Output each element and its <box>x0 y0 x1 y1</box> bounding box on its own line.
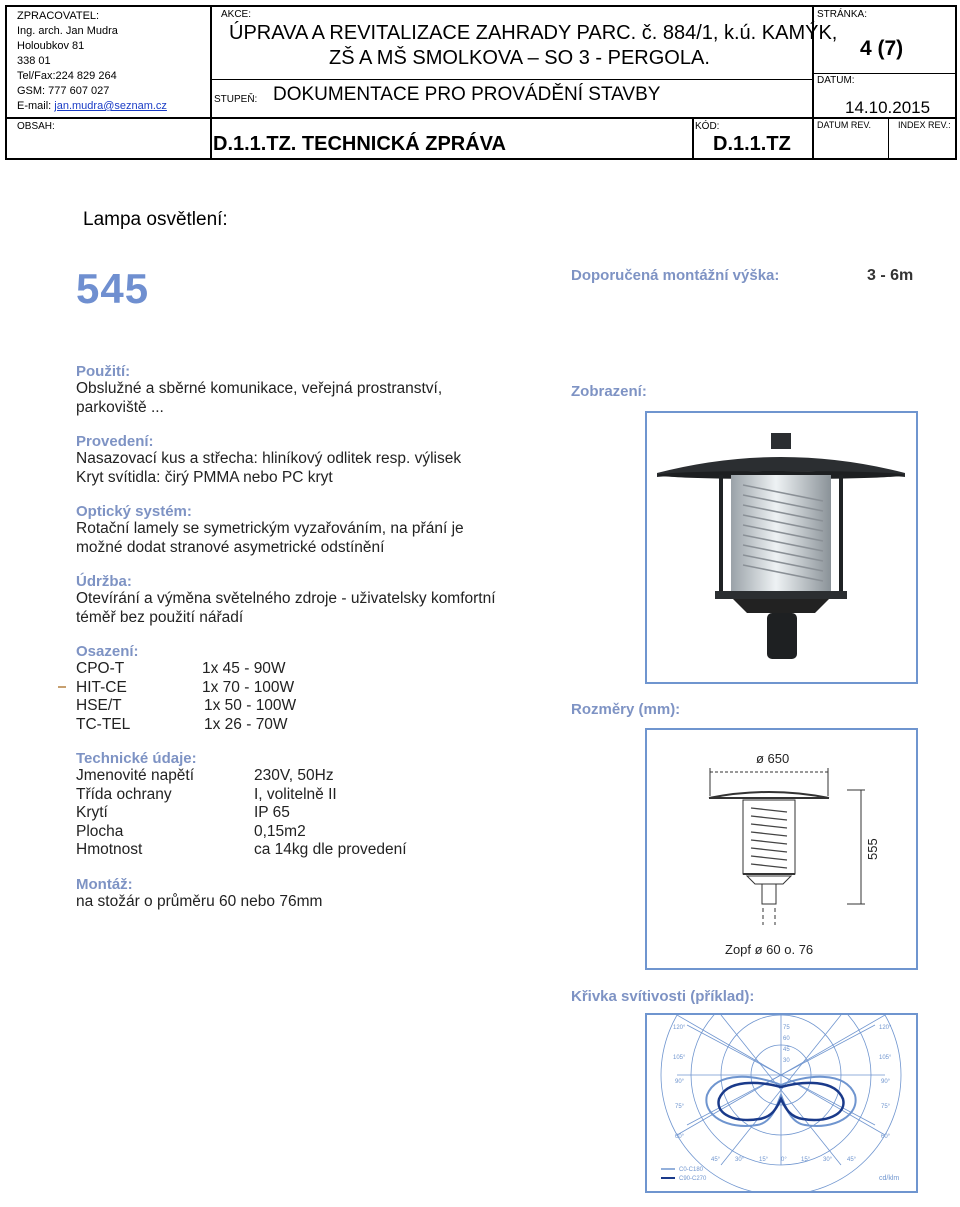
mount-height-row <box>571 267 921 285</box>
tech-value: IP 65 <box>254 804 290 821</box>
title-block <box>5 5 957 160</box>
curve-frame <box>645 1013 918 1193</box>
author-telfax: Tel/Fax:224 829 264 <box>17 70 117 82</box>
kod-value: D.1.1.TZ <box>713 133 791 155</box>
angle-label: 90° <box>881 1079 891 1085</box>
build-title: Provedení: <box>76 433 154 450</box>
table-row <box>76 660 556 679</box>
author-name: Ing. arch. Jan Mudra <box>17 25 118 37</box>
email-label: E-mail: <box>17 100 55 112</box>
angle-label: 90° <box>675 1079 685 1085</box>
use-title: Použití: <box>76 363 131 380</box>
author-street: Holoubkov 81 <box>17 40 85 52</box>
angle-label: 75° <box>881 1104 891 1110</box>
lamp-type: HSE/T <box>76 697 122 714</box>
table-row <box>76 697 556 716</box>
divider <box>812 73 955 74</box>
angle-label: 45° <box>847 1157 857 1163</box>
radial-label: 75 <box>783 1025 790 1031</box>
tech-value: 230V, 50Hz <box>254 767 334 784</box>
stupen-value: DOKUMENTACE PRO PROVÁDĚNÍ STAVBY <box>273 84 661 105</box>
radial-label: 30 <box>783 1058 790 1064</box>
divider <box>692 119 694 158</box>
lamp-power: 1x 70 - 100W <box>202 678 295 696</box>
datum-value: 14.10.2015 <box>845 98 931 117</box>
optic-line1: Rotační lamely se symetrickým vyzařováním, na přání je <box>76 520 464 537</box>
divider <box>210 7 212 158</box>
maint-title: Údržba: <box>76 573 132 590</box>
optic-line2: možné dodat stranové asymetrické odstínění <box>76 538 385 556</box>
tech-name: Plocha <box>76 822 124 840</box>
angle-label: 15° <box>801 1157 811 1163</box>
stranka-value: 4 (7) <box>860 37 904 60</box>
author-label: ZPRACOVATEL: <box>17 10 100 22</box>
akce-line2: ZŠ A MŠ SMOLKOVA – SO 3 - PERGOLA. <box>329 47 710 69</box>
mount-title: Montáž: <box>76 875 133 893</box>
lamp-model: 545 <box>76 265 150 312</box>
dims-drawing <box>647 730 916 968</box>
obsah-value: D.1.1.TZ. TECHNICKÁ ZPRÁVA <box>213 133 506 155</box>
stupen-label: STUPEŇ: <box>214 94 258 105</box>
maint-line2: téměř bez použití nářadí <box>76 608 244 626</box>
dim-height: 555 <box>865 838 880 860</box>
angle-label: 0° <box>781 1157 787 1163</box>
marker-dash <box>58 686 66 688</box>
dims-title: Rozměry (mm): <box>571 701 681 718</box>
angle-label: 105° <box>673 1055 686 1061</box>
mount-height-value: 3 - 6m <box>867 267 914 284</box>
angle-label: 75° <box>675 1104 685 1110</box>
section-heading: Lampa osvětlení: <box>83 209 228 230</box>
tech-value: ca 14kg dle provedení <box>254 841 407 858</box>
tech-name: Krytí <box>76 804 108 821</box>
polar-curve <box>647 1015 916 1191</box>
use-line2: parkoviště ... <box>76 398 164 416</box>
lamps-table <box>76 660 556 734</box>
author-block <box>17 9 167 114</box>
akce-line1: ÚPRAVA A REVITALIZACE ZAHRADY PARC. č. 884/1, k.ú. KAMÝK, <box>229 22 838 44</box>
angle-label: 30° <box>823 1157 833 1163</box>
angle-label: 15° <box>759 1157 769 1163</box>
obsah-label: OBSAH: <box>17 121 55 132</box>
lamp-photo-frame <box>645 411 918 684</box>
table-row <box>76 786 556 805</box>
table-row <box>76 679 556 698</box>
curve-title: Křivka svítivosti (příklad): <box>571 988 755 1005</box>
author-zip: 338 01 <box>17 55 51 67</box>
angle-label: 60° <box>675 1134 685 1140</box>
angle-label: 120° <box>879 1025 892 1031</box>
lamp-power: 1x 26 - 70W <box>204 715 288 733</box>
angle-label: 120° <box>673 1025 686 1031</box>
maint-line1: Otevírání a výměna světelného zdroje - uživatelsky komfortní <box>76 590 496 607</box>
divider <box>210 79 812 80</box>
mount-height-label: Doporučená montážní výška: <box>571 267 780 284</box>
legend-c90: C90-C270 <box>679 1176 707 1182</box>
legend-c0: C0-C180 <box>679 1167 704 1173</box>
table-row <box>76 767 556 786</box>
divider <box>7 117 955 119</box>
tech-value: I, volitelně II <box>254 785 337 803</box>
optic-title: Optický systém: <box>76 503 192 520</box>
lamp-power: 1x 50 - 100W <box>204 697 297 714</box>
image-title: Zobrazení: <box>571 383 647 400</box>
lamp-type: HIT-CE <box>76 678 127 696</box>
angle-label: 60° <box>881 1134 891 1140</box>
dim-socket: Zopf ø 60 o. 76 <box>725 942 814 957</box>
datum-rev-label: DATUM REV. <box>817 120 872 130</box>
radial-label: 45 <box>783 1047 790 1053</box>
akce-label: AKCE: <box>221 9 252 20</box>
lamp-photo <box>647 413 916 682</box>
table-row <box>76 804 556 823</box>
use-line1: Obslužné a sběrné komunikace, veřejná prostranství, <box>76 380 443 397</box>
tech-name: Třída ochrany <box>76 785 172 803</box>
table-row <box>76 716 556 735</box>
tech-value: 0,15m2 <box>254 822 306 840</box>
tech-name: Hmotnost <box>76 841 143 858</box>
build-line2: Kryt svítidla: čirý PMMA nebo PC kryt <box>76 468 333 486</box>
datum-label: DATUM: <box>817 75 855 86</box>
kod-label: KÓD: <box>695 121 720 132</box>
lamp-power: 1x 45 - 90W <box>202 660 286 677</box>
polar-grid <box>661 1015 901 1191</box>
angle-label: 30° <box>735 1157 745 1163</box>
lamp-text-column <box>76 363 556 911</box>
build-line1: Nasazovací kus a střecha: hliníkový odlitek resp. výlisek <box>76 450 462 467</box>
email-link[interactable]: jan.mudra@seznam.cz <box>54 100 167 112</box>
mount-text: na stožár o průměru 60 nebo 76mm <box>76 892 323 910</box>
tech-title: Technické údaje: <box>76 750 197 767</box>
dims-frame <box>645 728 918 970</box>
curve-unit: cd/klm <box>879 1175 900 1182</box>
table-row <box>76 841 556 860</box>
lamp-type: TC-TEL <box>76 715 131 733</box>
divider <box>888 119 889 158</box>
stranka-label: STRÁNKA: <box>817 9 868 20</box>
dim-diameter: ø 650 <box>756 751 790 766</box>
radial-label: 60 <box>783 1036 790 1042</box>
author-email-row <box>17 99 167 114</box>
index-rev-label: INDEX REV.: <box>898 120 951 130</box>
angle-label: 45° <box>711 1157 721 1163</box>
table-row <box>76 823 556 842</box>
tech-name: Jmenovité napětí <box>76 767 195 784</box>
lamp-type: CPO-T <box>76 660 125 677</box>
tech-table <box>76 767 556 860</box>
author-gsm: GSM: 777 607 027 <box>17 85 110 97</box>
lamps-title: Osazení: <box>76 643 139 660</box>
angle-label: 105° <box>879 1055 892 1061</box>
